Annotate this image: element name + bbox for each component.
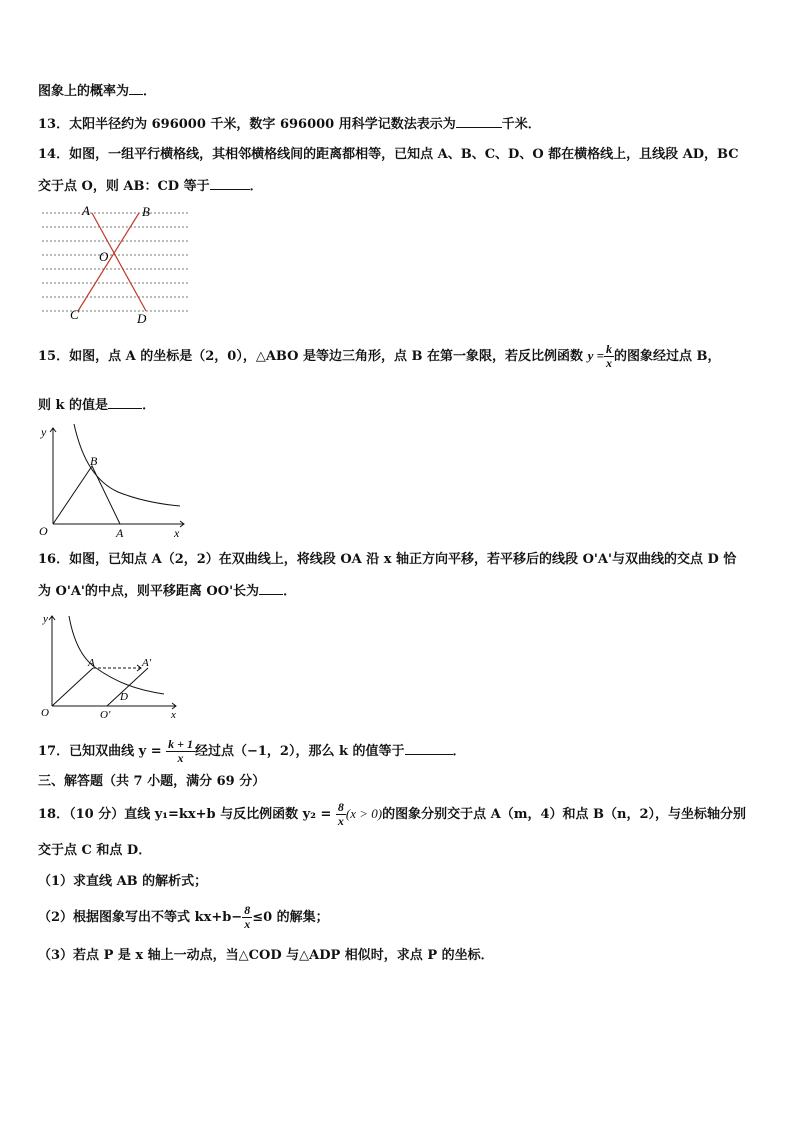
question-18-part2: （2）根据图象写出不等式 kx+b− $\frac{8}{x}$ ≤0 的解集；	[38, 903, 329, 931]
question-text: （10 分）直线 y₁=kx+b 与反比例函数 y₂ =	[69, 807, 332, 822]
question-18-line1: 18．（10 分）直线 y₁=kx+b 与反比例函数 y₂ = $\frac{8}{x}$ (x > 0)的图象分别交于点 A（m，4）和点 B（n，2），与坐标轴分别	[38, 800, 747, 828]
question-number: 17．	[38, 744, 70, 759]
answer-blank[interactable]	[456, 115, 502, 128]
question-15-line2: 则 k 的值是 ．	[38, 398, 156, 413]
question-number: 14．	[38, 147, 70, 162]
section-title: 三、解答题（共 7 小题，满分 69 分）	[38, 774, 266, 789]
question-text: 太阳半径约为 696000 千米，数字 696000 用科学记数法表示为	[69, 117, 456, 132]
question-text: 则 k 的值是	[38, 398, 109, 413]
fraction-8-over-x: $\frac{8}{x}$	[337, 800, 344, 828]
label-a-prime: A'	[142, 657, 152, 669]
question-text: 如图，点 A 的坐标是（2，0），△ABO 是等边三角形，点 B 在第一象限，若反比例函数	[69, 349, 584, 364]
answer-blank[interactable]	[210, 177, 250, 190]
q12-tail-line: 图象上的概率为 ．	[38, 84, 157, 99]
segment-oa	[52, 668, 93, 706]
q14-parallel-lines-figure	[36, 202, 196, 326]
segment-bc	[78, 213, 139, 311]
q15-equilateral-triangle-figure	[34, 420, 194, 542]
label-o: O	[41, 707, 49, 719]
question-16-line2: 为 O'A'的中点，则平移距离 OO'长为 ．	[38, 584, 297, 599]
hyperbola-curve	[69, 616, 164, 694]
fraction-k-plus-1-over-x: $\frac{k + 1}{x}$	[168, 737, 193, 765]
question-number: 15．	[38, 349, 70, 364]
label-x: x	[174, 526, 180, 540]
answer-blank[interactable]	[129, 82, 143, 95]
label-x: x	[171, 709, 176, 721]
question-17: 17．已知双曲线 y = $\frac{k + 1}{x}$ 经过点（−1，2），那么 k 的值等于 ．	[38, 737, 466, 765]
question-number: 18．	[38, 807, 70, 822]
label-d: D	[120, 691, 128, 703]
question-text: 为 O'A'的中点，则平移距离 OO'长为	[38, 584, 260, 599]
question-text: 交于点 O，则 AB：CD 等于	[38, 179, 210, 194]
fraction-8-over-x: $\frac{8}{x}$	[244, 903, 251, 931]
label-y: y	[41, 425, 47, 439]
question-16-line1	[38, 551, 736, 569]
question-text: 如图，已知点 A（2，2）在双曲线上，将线段 OA 沿 x 轴正方向平移，若平移后的线段 O'A'与双曲线的交点 D 恰	[69, 552, 737, 567]
q16-translation-figure	[36, 610, 186, 724]
label-b: B	[142, 204, 150, 219]
question-14-line1	[38, 146, 739, 164]
question-text: 如图，一组平行横格线，其相邻横格线间的距离都相等，已知点 A、B、C、D、O 都在横格线上，且线段 AD，BC	[69, 147, 739, 162]
label-o-prime: O'	[100, 709, 111, 721]
label-o: O	[99, 249, 109, 264]
question-18-part1: （1）求直线 AB 的解析式；	[38, 874, 208, 889]
question-15-line1: 15．如图，点 A 的坐标是（2，0），△ABO 是等边三角形，点 B 在第一象限，若反比例函数 y = $\frac{k}{x}$ 的图象经过点 B，	[38, 342, 721, 370]
q12-tail-text: 图象上的概率为	[38, 84, 130, 99]
label-d: D	[137, 311, 147, 326]
label-c: C	[70, 307, 79, 322]
question-14-line2: 交于点 O，则 AB：CD 等于 ．	[38, 179, 263, 194]
fraction-k-over-x: $\frac{k}{x}$	[606, 342, 612, 370]
question-number: 13．	[38, 117, 70, 132]
label-y: y	[43, 613, 48, 625]
label-a: A	[82, 203, 90, 218]
question-18-part3: （3）若点 P 是 x 轴上一动点，当△COD 与△ADP 相似时，求点 P 的坐标．	[38, 948, 494, 963]
label-a: A	[116, 526, 124, 540]
question-18-line2: 交于点 C 和点 D．	[38, 843, 152, 858]
label-b: B	[90, 454, 98, 468]
label-a: A	[88, 657, 95, 669]
question-13: 13．太阳半径约为 696000 千米，数字 696000 用科学记数法表示为 千米．	[38, 117, 541, 132]
answer-blank[interactable]	[259, 582, 283, 595]
triangle-abo	[53, 466, 120, 524]
question-number: 16．	[38, 552, 70, 567]
answer-blank[interactable]	[108, 396, 142, 409]
label-o: O	[39, 524, 48, 538]
answer-blank[interactable]	[405, 742, 453, 755]
question-text: 已知双曲线 y =	[69, 744, 162, 759]
